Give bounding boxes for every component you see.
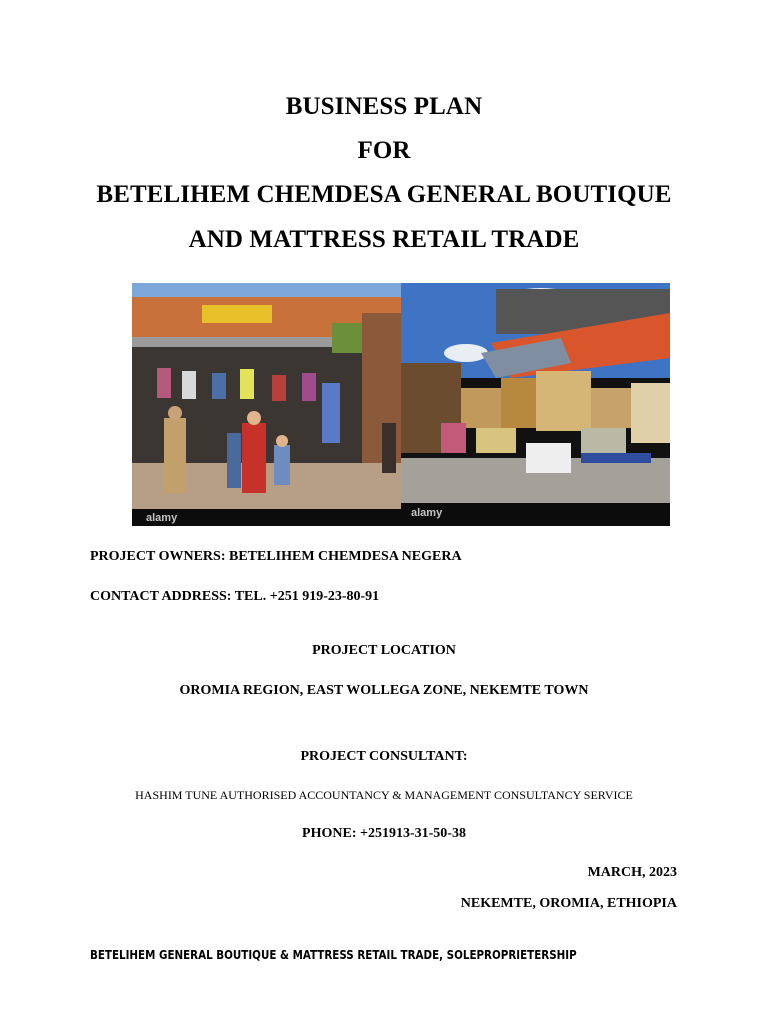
right-watermark: alamy — [411, 507, 443, 519]
mattress-market-photo — [401, 283, 670, 526]
title-line-4: AND MATTRESS RETAIL TRADE — [188, 226, 580, 253]
title-line-3: BETELIHEM CHEMDESA GENERAL BOUTIQUE — [96, 181, 672, 208]
plan-place: NEKEMTE, OROMIA, ETHIOPIA — [460, 896, 677, 911]
title-line-1: BUSINESS PLAN — [285, 93, 483, 120]
consultant-name: HASHIM TUNE AUTHORISED ACCOUNTANCY & MANAGEMENT CONSULTANCY SERVICE — [135, 788, 633, 802]
project-location-value: OROMIA REGION, EAST WOLLEGA ZONE, NEKEMTE TOWN — [179, 683, 589, 698]
consultant-phone: PHONE: +251913-31-50-38 — [302, 826, 466, 841]
project-consultant-heading: PROJECT CONSULTANT: — [300, 749, 468, 764]
boutique-storefront-photo — [132, 283, 401, 526]
project-location-heading: PROJECT LOCATION — [312, 643, 456, 658]
project-owners: PROJECT OWNERS: BETELIHEM CHEMDESA NEGERA — [90, 549, 462, 564]
title-line-2: FOR — [357, 137, 411, 164]
cover-photos — [132, 283, 670, 526]
contact-address: CONTACT ADDRESS: TEL. +251 919-23-80-91 — [90, 589, 380, 604]
footer-business-name: BETELIHEM GENERAL BOUTIQUE & MATTRESS RETAIL TRADE, SOLEPROPRIETERSHIP — [90, 948, 577, 962]
left-watermark: alamy — [146, 512, 178, 524]
plan-date: MARCH, 2023 — [587, 865, 677, 880]
